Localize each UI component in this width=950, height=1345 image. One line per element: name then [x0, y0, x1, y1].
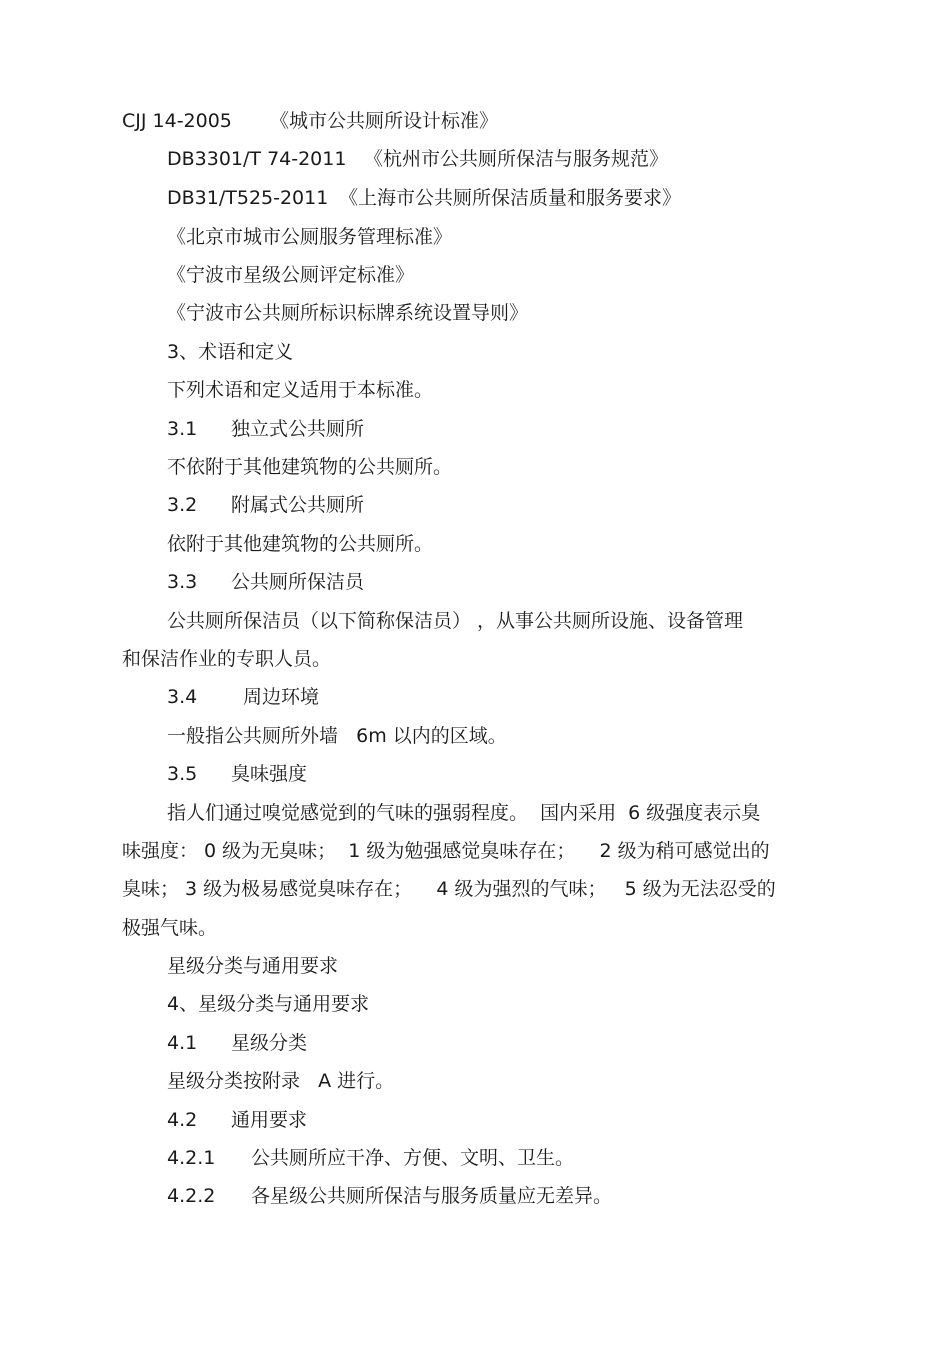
term-definition-line: 和保洁作业的专职人员。	[122, 648, 332, 670]
subsection-title: 星级分类	[231, 1032, 308, 1054]
reference-line	[122, 109, 498, 133]
term-definition-line: 公共厕所保洁员（以下简称保洁员） ，从事公共厕所设施、设备管理	[167, 610, 744, 632]
term-definition-line: 极强气味。	[122, 917, 218, 939]
term-name: 周边环境	[243, 686, 320, 708]
requirement-item	[167, 1184, 612, 1208]
subsection-number: 4.1	[167, 1032, 198, 1054]
section-intro: 下列术语和定义适用于本标准。	[167, 379, 434, 401]
reference-title: 《宁波市星级公厕评定标准》	[167, 264, 415, 286]
term-name: 附属式公共厕所	[231, 494, 365, 516]
term-heading	[167, 685, 319, 709]
term-number: 3.2	[167, 494, 198, 516]
term-number: 3.3	[167, 571, 198, 593]
term-heading	[167, 762, 307, 786]
reference-code: CJJ 14-2005	[122, 110, 232, 132]
term-name: 公共厕所保洁员	[231, 571, 365, 593]
section-heading: 3、术语和定义	[167, 341, 294, 363]
subsection-heading	[167, 1108, 307, 1132]
requirement-text: 公共厕所应干净、方便、文明、卫生。	[251, 1147, 575, 1169]
term-number: 3.5	[167, 763, 198, 785]
term-definition-line: 指人们通过嗅觉感觉到的气味的强弱程度。 国内采用 6 级强度表示臭	[167, 802, 761, 824]
term-name: 臭味强度	[231, 763, 308, 785]
requirement-item	[167, 1146, 574, 1170]
reference-line	[167, 147, 668, 171]
term-definition-line: 味强度： 0 级为无臭味； 1 级为勉强感觉臭味存在； 2 级为稍可感觉出的	[122, 840, 770, 862]
term-definition: 依附于其他建筑物的公共厕所。	[167, 533, 434, 555]
reference-line	[167, 186, 681, 210]
term-definition: 不依附于其他建筑物的公共厕所。	[167, 456, 453, 478]
requirement-text: 各星级公共厕所保洁与服务质量应无差异。	[251, 1185, 613, 1207]
term-definition-line: 臭味； 3 级为极易感觉臭味存在； 4 级为强烈的气味； 5 级为无法忍受的	[122, 878, 776, 900]
term-name: 独立式公共厕所	[231, 418, 365, 440]
requirement-number: 4.2.1	[167, 1147, 216, 1169]
subsection-number: 4.2	[167, 1109, 198, 1131]
subsection-heading	[167, 1031, 307, 1055]
reference-title: 《北京市城市公厕服务管理标准》	[167, 226, 453, 248]
term-number: 3.1	[167, 418, 198, 440]
reference-code: DB31/T525-2011	[167, 187, 329, 209]
term-number: 3.4	[167, 686, 198, 708]
term-definition: 一般指公共厕所外墙 6m 以内的区域。	[167, 725, 507, 747]
reference-title: 《上海市公共厕所保洁质量和服务要求》	[339, 187, 682, 209]
subsection-text: 星级分类按附录 A 进行。	[167, 1070, 395, 1092]
reference-title: 《城市公共厕所设计标准》	[270, 110, 499, 132]
term-heading	[167, 417, 364, 441]
term-heading	[167, 570, 364, 594]
reference-title: 《杭州市公共厕所保洁与服务规范》	[364, 148, 669, 170]
reference-code: DB3301/T 74-2011	[167, 148, 347, 170]
reference-title: 《宁波市公共厕所标识标牌系统设置导则》	[167, 302, 529, 324]
section-heading: 4、星级分类与通用要求	[167, 993, 370, 1015]
pre-heading: 星级分类与通用要求	[167, 955, 339, 977]
requirement-number: 4.2.2	[167, 1185, 216, 1207]
subsection-title: 通用要求	[231, 1109, 308, 1131]
term-heading	[167, 493, 364, 517]
